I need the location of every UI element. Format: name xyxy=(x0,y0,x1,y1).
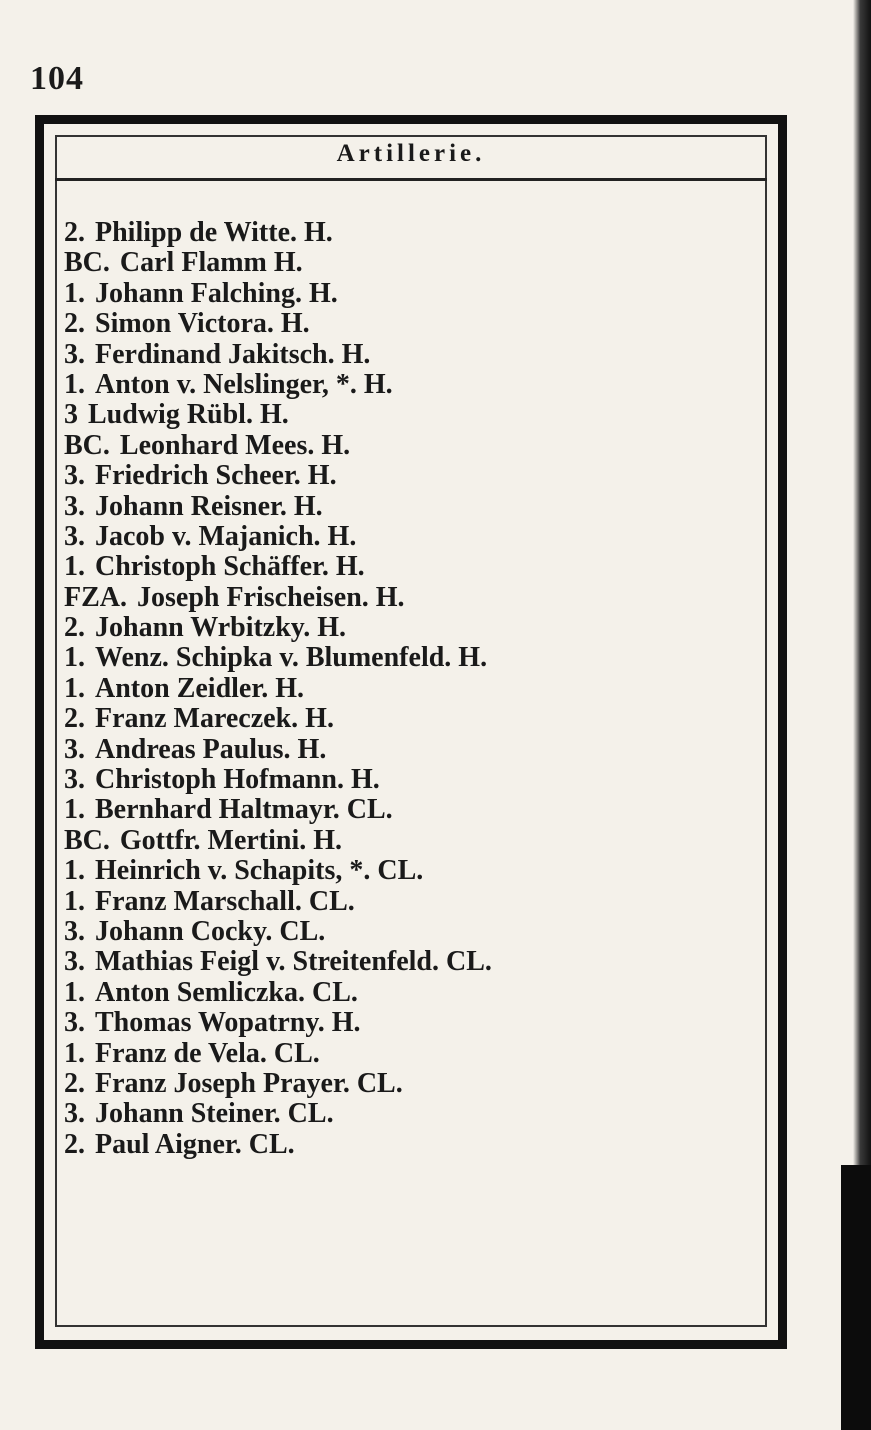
entry-rank: 1. xyxy=(64,672,85,704)
list-item xyxy=(64,613,754,643)
list-item xyxy=(64,1039,754,1069)
entry-rank: 2. xyxy=(64,612,85,644)
entry-rank: 3 xyxy=(64,399,78,431)
list-item xyxy=(64,887,754,917)
list-item xyxy=(64,1130,754,1160)
entry-name: Johann Falching. H. xyxy=(95,277,338,309)
entry-name: Ferdinand Jakitsch. H. xyxy=(95,338,371,370)
entry-rank: BC. xyxy=(64,247,110,279)
entry-rank: BC. xyxy=(64,824,110,856)
entry-name: Gottfr. Mertini. H. xyxy=(119,824,343,856)
list-item xyxy=(64,765,754,795)
entry-name: Johann Steiner. CL. xyxy=(95,1098,334,1130)
entry-rank: 2. xyxy=(64,308,85,340)
entry-rank: 1. xyxy=(64,976,85,1008)
list-item xyxy=(64,1099,754,1129)
entry-rank: BC. xyxy=(64,429,110,461)
list-item xyxy=(64,552,754,582)
section-title: Artillerie. xyxy=(336,140,486,167)
entry-name: Simon Victora. H. xyxy=(95,308,310,340)
list-item xyxy=(64,370,754,400)
entry-name: Heinrich v. Schapits, *. CL. xyxy=(95,855,424,887)
entry-name: Bernhard Haltmayr. CL. xyxy=(95,794,393,826)
page-edge-dark-strip xyxy=(841,1165,871,1430)
entry-name: Franz Marschall. CL. xyxy=(95,885,355,917)
entry-rank: 2. xyxy=(64,1067,85,1099)
entry-name: Johann Wrbitzky. H. xyxy=(95,612,347,644)
entry-name: Wenz. Schipka v. Blumenfeld. H. xyxy=(95,642,488,674)
entry-rank: 1. xyxy=(64,794,85,826)
list-item xyxy=(64,795,754,825)
list-item xyxy=(64,1069,754,1099)
list-item xyxy=(64,492,754,522)
list-item xyxy=(64,340,754,370)
entry-rank: 2. xyxy=(64,703,85,735)
entry-name: Johann Cocky. CL. xyxy=(95,915,326,947)
entry-rank: 3. xyxy=(64,1007,85,1039)
entry-rank: 3. xyxy=(64,764,85,796)
entry-name: Paul Aigner. CL. xyxy=(95,1128,295,1160)
header-rule-bottom xyxy=(55,178,767,181)
entry-name: Christoph Hofmann. H. xyxy=(95,764,380,796)
list-item xyxy=(64,643,754,673)
entry-rank: 3. xyxy=(64,460,85,492)
entry-rank: 1. xyxy=(64,642,85,674)
entry-name: Franz Joseph Prayer. CL. xyxy=(95,1067,403,1099)
entry-name: Anton v. Nelslinger, *. H. xyxy=(95,368,393,400)
entry-rank: FZA. xyxy=(64,581,127,613)
list-item xyxy=(64,1008,754,1038)
entry-name: Joseph Frischeisen. H. xyxy=(137,581,405,613)
list-item xyxy=(64,400,754,430)
entry-rank: 3. xyxy=(64,1098,85,1130)
list-item xyxy=(64,248,754,278)
entry-rank: 2. xyxy=(64,217,85,248)
list-item xyxy=(64,279,754,309)
header-rule-top xyxy=(55,135,767,137)
officer-list xyxy=(64,218,754,1160)
list-item xyxy=(64,218,754,248)
list-item xyxy=(64,461,754,491)
entry-rank: 3. xyxy=(64,946,85,978)
list-item xyxy=(64,583,754,613)
entry-name: Johann Reisner. H. xyxy=(95,490,323,522)
footer-rule xyxy=(55,1325,767,1327)
entry-rank: 3. xyxy=(64,338,85,370)
entry-rank: 1. xyxy=(64,1037,85,1069)
list-item xyxy=(64,704,754,734)
entry-name: Carl Flamm H. xyxy=(119,247,303,279)
entry-name: Franz de Vela. CL. xyxy=(95,1037,320,1069)
list-item xyxy=(64,522,754,552)
list-item xyxy=(64,856,754,886)
entry-name: Thomas Wopatrny. H. xyxy=(95,1007,361,1039)
entry-name: Philipp de Witte. H. xyxy=(95,217,333,248)
outer-border-bottom xyxy=(35,1340,787,1349)
entry-rank: 3. xyxy=(64,520,85,552)
entry-rank: 1. xyxy=(64,368,85,400)
entry-rank: 3. xyxy=(64,490,85,522)
entry-name: Franz Mareczek. H. xyxy=(95,703,334,735)
entry-name: Jacob v. Majanich. H. xyxy=(95,520,357,552)
entry-rank: 3. xyxy=(64,915,85,947)
entry-rank: 1. xyxy=(64,855,85,887)
list-item xyxy=(64,309,754,339)
entry-rank: 1. xyxy=(64,551,85,583)
entry-name: Anton Zeidler. H. xyxy=(95,672,304,704)
entry-rank: 3. xyxy=(64,733,85,765)
page-number: 104 xyxy=(30,60,84,97)
entry-name: Friedrich Scheer. H. xyxy=(95,460,337,492)
list-item xyxy=(64,917,754,947)
list-item xyxy=(64,431,754,461)
list-item xyxy=(64,947,754,977)
list-item xyxy=(64,735,754,765)
list-item xyxy=(64,674,754,704)
entry-name: Andreas Paulus. H. xyxy=(95,733,327,765)
list-item xyxy=(64,978,754,1008)
entry-name: Christoph Schäffer. H. xyxy=(95,551,365,583)
entry-name: Mathias Feigl v. Streitenfeld. CL. xyxy=(95,946,492,978)
entry-rank: 1. xyxy=(64,885,85,917)
list-item xyxy=(64,826,754,856)
entry-name: Anton Semliczka. CL. xyxy=(95,976,358,1008)
entry-name: Leonhard Mees. H. xyxy=(119,429,351,461)
entry-rank: 1. xyxy=(64,277,85,309)
entry-rank: 2. xyxy=(64,1128,85,1160)
entry-name: Ludwig Rübl. H. xyxy=(88,399,289,431)
